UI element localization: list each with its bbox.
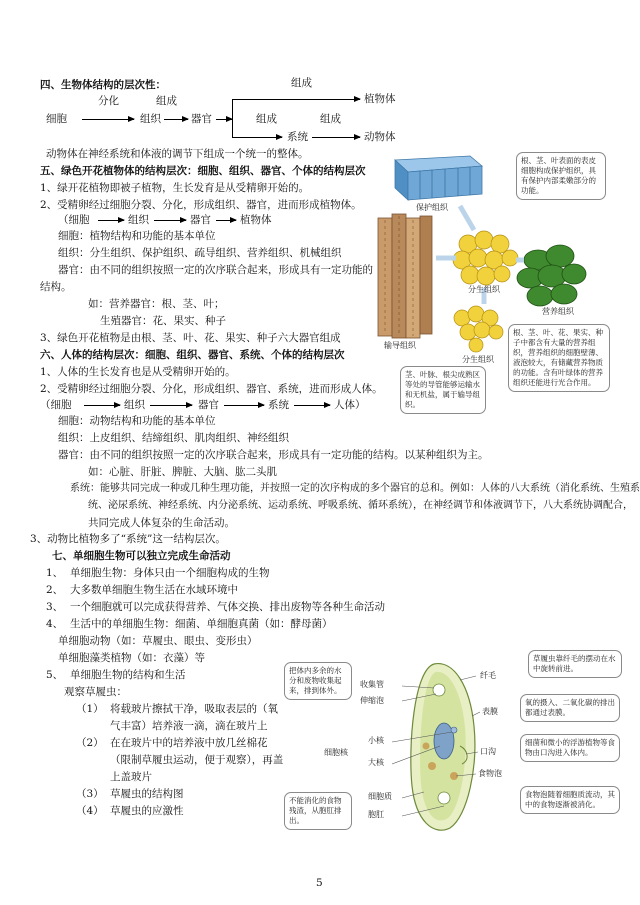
plant-organ-example1: 如：营养器官：根、茎、叶； xyxy=(88,298,225,310)
observe-title: 观察草履虫： xyxy=(64,686,127,698)
human-tissue-def: 组织：上皮组织、结缔组织、肌肉组织、神经组织 xyxy=(58,432,289,444)
plant-organ-def: 器官：由不同的组织按照一定的次序联合起来，形成具有一定功能的 xyxy=(58,264,373,276)
flow-node: 系统 xyxy=(268,399,289,411)
human-organ-def: 器官：由不同的组织按照一定的次序联合起来，形成具有一定功能的结构。以某种组织为主。 xyxy=(58,449,489,461)
flow-arrow xyxy=(224,405,264,406)
label-conducting: 输导组织 xyxy=(384,341,416,350)
flow-arrow xyxy=(216,220,236,221)
single-cell-animals: 单细胞动物（如：草履虫、眼虫、变形虫） xyxy=(58,635,258,647)
flow-node: 人体） xyxy=(334,399,366,411)
label-pellicle: 表膜 xyxy=(482,707,498,716)
label-protective: 保护组织 xyxy=(416,203,448,212)
flow-arrow xyxy=(294,405,330,406)
arrow-to-dongwuti xyxy=(312,137,360,138)
node-zuzhi: 组织 xyxy=(140,113,161,125)
list-item: 大多数单细胞生物生活在水域环境中 xyxy=(70,584,238,596)
oral-groove-note: 细菌和微小的浮游植物等食物由口沟进入体内。 xyxy=(520,734,620,762)
system-def-2: 统、泌尿系统、神经系统、内分泌系统、运动系统、呼吸系统、循环系统），在神经调节和体液调节下，八大系统协调配合， xyxy=(88,500,633,511)
step-line: 将载玻片擦拭干净，吸取表层的（氧 xyxy=(110,703,278,715)
flow-node: 器官 xyxy=(190,214,211,226)
step-num: （1） xyxy=(76,703,104,715)
label-nucleus: 细胞核 xyxy=(324,748,348,757)
label-contractile-vacuole: 伸缩泡 xyxy=(360,696,384,705)
meristem-tissue-image-2 xyxy=(454,306,503,352)
sec6-p3: 3、动物比植物多了“系统”这一结构层次。 xyxy=(30,533,226,545)
step-line: （限制草履虫运动，便于观察），再盖 xyxy=(110,754,284,766)
step-line: 草履虫的结构图 xyxy=(110,788,184,800)
label-cytoplasm: 细胞质 xyxy=(368,792,392,801)
step-num: （3） xyxy=(76,788,104,800)
page-number: 5 xyxy=(316,877,323,889)
label-fenhua: 分化 xyxy=(98,95,119,107)
step-line: 在在玻片中的培养液中放几丝棉花 xyxy=(110,737,268,749)
sec5-p2: 2、受精卵经过细胞分裂、分化，形成组织、器官，进而形成植物体。 xyxy=(40,199,362,211)
label-micronucleus: 小核 xyxy=(368,736,384,745)
list-num: 4、 xyxy=(46,618,64,630)
step-line: 气丰富）培养液一滴，滴在玻片上 xyxy=(110,720,268,732)
food-vacuole-note: 食物泡随着细胞质流动，其中的食物逐渐被消化。 xyxy=(520,786,620,814)
flow-node: 器官 xyxy=(198,399,219,411)
protective-tissue-image xyxy=(395,156,482,200)
arrow-zuzhi-qiguan xyxy=(164,119,188,120)
paramecium-body-image xyxy=(411,664,475,831)
plant-cell-def: 细胞：植物结构和功能的基本单位 xyxy=(58,230,216,242)
label-macronucleus: 大核 xyxy=(368,758,384,767)
list-num: 5、 xyxy=(46,669,64,681)
meristem-tissue-image xyxy=(453,231,518,285)
single-cell-algae: 单细胞藻类植物（如：衣藻）等 xyxy=(58,652,205,664)
list-num: 2、 xyxy=(46,584,64,596)
flow-arrow xyxy=(154,220,186,221)
flow-node: 组织 xyxy=(124,399,145,411)
sec6-title: 六、人体的结构层次：细胞、组织、器官、系统、个体的结构层次 xyxy=(40,349,345,361)
anal-pore-note: 不能消化的食物残渣，从胞肛排出。 xyxy=(284,792,352,830)
label-zucheng1: 组成 xyxy=(156,95,177,107)
step-num: （2） xyxy=(76,737,104,749)
paramecium-figure xyxy=(284,646,624,838)
flow-node: 植物体 xyxy=(240,214,272,226)
arrow-xibao-zuzhi xyxy=(82,119,134,120)
pellicle-note: 氧的摄入、二氧化碳的排出都通过表膜。 xyxy=(520,694,620,722)
list-item: 生活中的单细胞生物：细菌、单细胞真菌（如：酵母菌） xyxy=(70,618,333,630)
step-line: 上盖玻片 xyxy=(110,771,152,783)
label-zucheng-top: 组成 xyxy=(291,77,312,89)
human-cell-def: 细胞：动物结构和功能的基本单位 xyxy=(58,415,216,427)
node-zhiwuti: 植物体 xyxy=(364,93,396,105)
list-item: 一个细胞就可以完成获得营养、气体交换、排出废物等各种生命活动 xyxy=(70,601,385,613)
flow-arrow xyxy=(150,405,192,406)
label-nutritive: 营养组织 xyxy=(542,307,574,316)
system-def-3: 共同完成人体复杂的生命活动。 xyxy=(88,517,235,529)
label-cilia: 纤毛 xyxy=(480,671,496,680)
arrow-to-xitong xyxy=(232,137,282,138)
nutritive-tissue-image xyxy=(517,245,586,306)
label-food-vacuole: 食物泡 xyxy=(478,769,502,778)
flow-arrow xyxy=(84,405,120,406)
human-organ-example: 如：心脏、肝脏、脾脏、大脑、肱二头肌 xyxy=(88,466,277,478)
list-num: 3、 xyxy=(46,601,64,613)
flow-node: 组织 xyxy=(128,214,149,226)
flow-node: （细胞 xyxy=(40,399,72,411)
sec7-title: 七、单细胞生物可以独立完成生命活动 xyxy=(52,550,231,562)
node-xitong: 系统 xyxy=(287,131,308,143)
nutritive-tissue-note: 根、茎、叶、花、果实、种子中都含有大量的营养组织，营养组织的细胞壁薄、液泡较大，有储藏营养物质的功能。含有叶绿体的营养组织还能进行光合作用。 xyxy=(508,324,610,392)
node-dongwuti: 动物体 xyxy=(364,131,396,143)
label-meristem: 分生组织 xyxy=(468,285,500,294)
plant-organ-example2: 生殖器官：花、果实、种子 xyxy=(100,315,226,327)
sec6-p2: 2、受精卵经过细胞分裂、分化，形成组织、器官、系统，进而形成人体。 xyxy=(40,383,383,395)
sec5-p3: 3、绿色开花植物是由根、茎、叶、花、果实、种子六大器官组成 xyxy=(40,332,341,344)
sec4-title: 四、生物体结构的层次性： xyxy=(40,79,166,91)
label-oral-groove: 口沟 xyxy=(480,747,496,756)
step-line: 草履虫的应激性 xyxy=(110,805,184,817)
label-meristem-2: 分生组织 xyxy=(462,355,494,364)
flow-arrow xyxy=(98,220,124,221)
conducting-tissue-image xyxy=(378,214,432,338)
list-item: 单细胞生物：身体只由一个细胞构成的生物 xyxy=(70,567,270,579)
plant-tissue-figure xyxy=(370,148,610,418)
label-zucheng3: 组成 xyxy=(320,113,341,125)
list-item: 单细胞生物的结构和生活 xyxy=(70,669,186,681)
flow-node: （细胞 xyxy=(58,214,90,226)
sec4-note: 动物体在神经系统和体液的调节下组成一个统一的整体。 xyxy=(46,148,309,160)
conducting-tissue-note: 茎、叶脉、根尖成熟区等处的导管能够运输水和无机盐，属于输导组织。 xyxy=(400,366,486,414)
step-num: （4） xyxy=(76,805,104,817)
label-anal-pore: 胞肛 xyxy=(368,810,384,819)
label-collecting-tube: 收集管 xyxy=(360,680,384,689)
node-qiguan: 器官 xyxy=(191,113,212,125)
sec5-title: 五、绿色开花植物体的结构层次：细胞、组织、器官、个体的结构层次 xyxy=(40,165,366,177)
system-def-1: 系统：能够共同完成一种或几种生理功能，并按照一定的次序构成的多个器官的总和。例如：人体的八大系统（消化系统、生殖系 xyxy=(70,483,640,494)
cilia-note: 草履虫靠纤毛的摆动在水中旋转前进。 xyxy=(528,650,622,678)
sec5-p1: 1、绿开花植物即被子植物，生长发育是从受精卵开始的。 xyxy=(40,182,310,194)
list-num: 1、 xyxy=(46,567,64,579)
arrow-to-branch xyxy=(216,119,232,120)
arrow-to-zhiwuti xyxy=(232,99,360,100)
contractile-vacuole-note: 把体内多余的水分和废物收集起来，排到体外。 xyxy=(284,662,352,700)
plant-organ-def-cont: 结构。 xyxy=(40,281,72,293)
protective-tissue-note: 根、茎、叶表面的表皮细胞构成保护组织，具有保护内部柔嫩部分的功能。 xyxy=(516,152,606,200)
label-zucheng2: 组成 xyxy=(256,113,277,125)
plant-tissue-def: 组织：分生组织、保护组织、疏导组织、营养组织、机械组织 xyxy=(58,247,342,259)
node-xibao: 细胞 xyxy=(46,113,67,125)
sec6-p1: 1、人体的生长发育也是从受精卵开始的。 xyxy=(40,366,236,378)
